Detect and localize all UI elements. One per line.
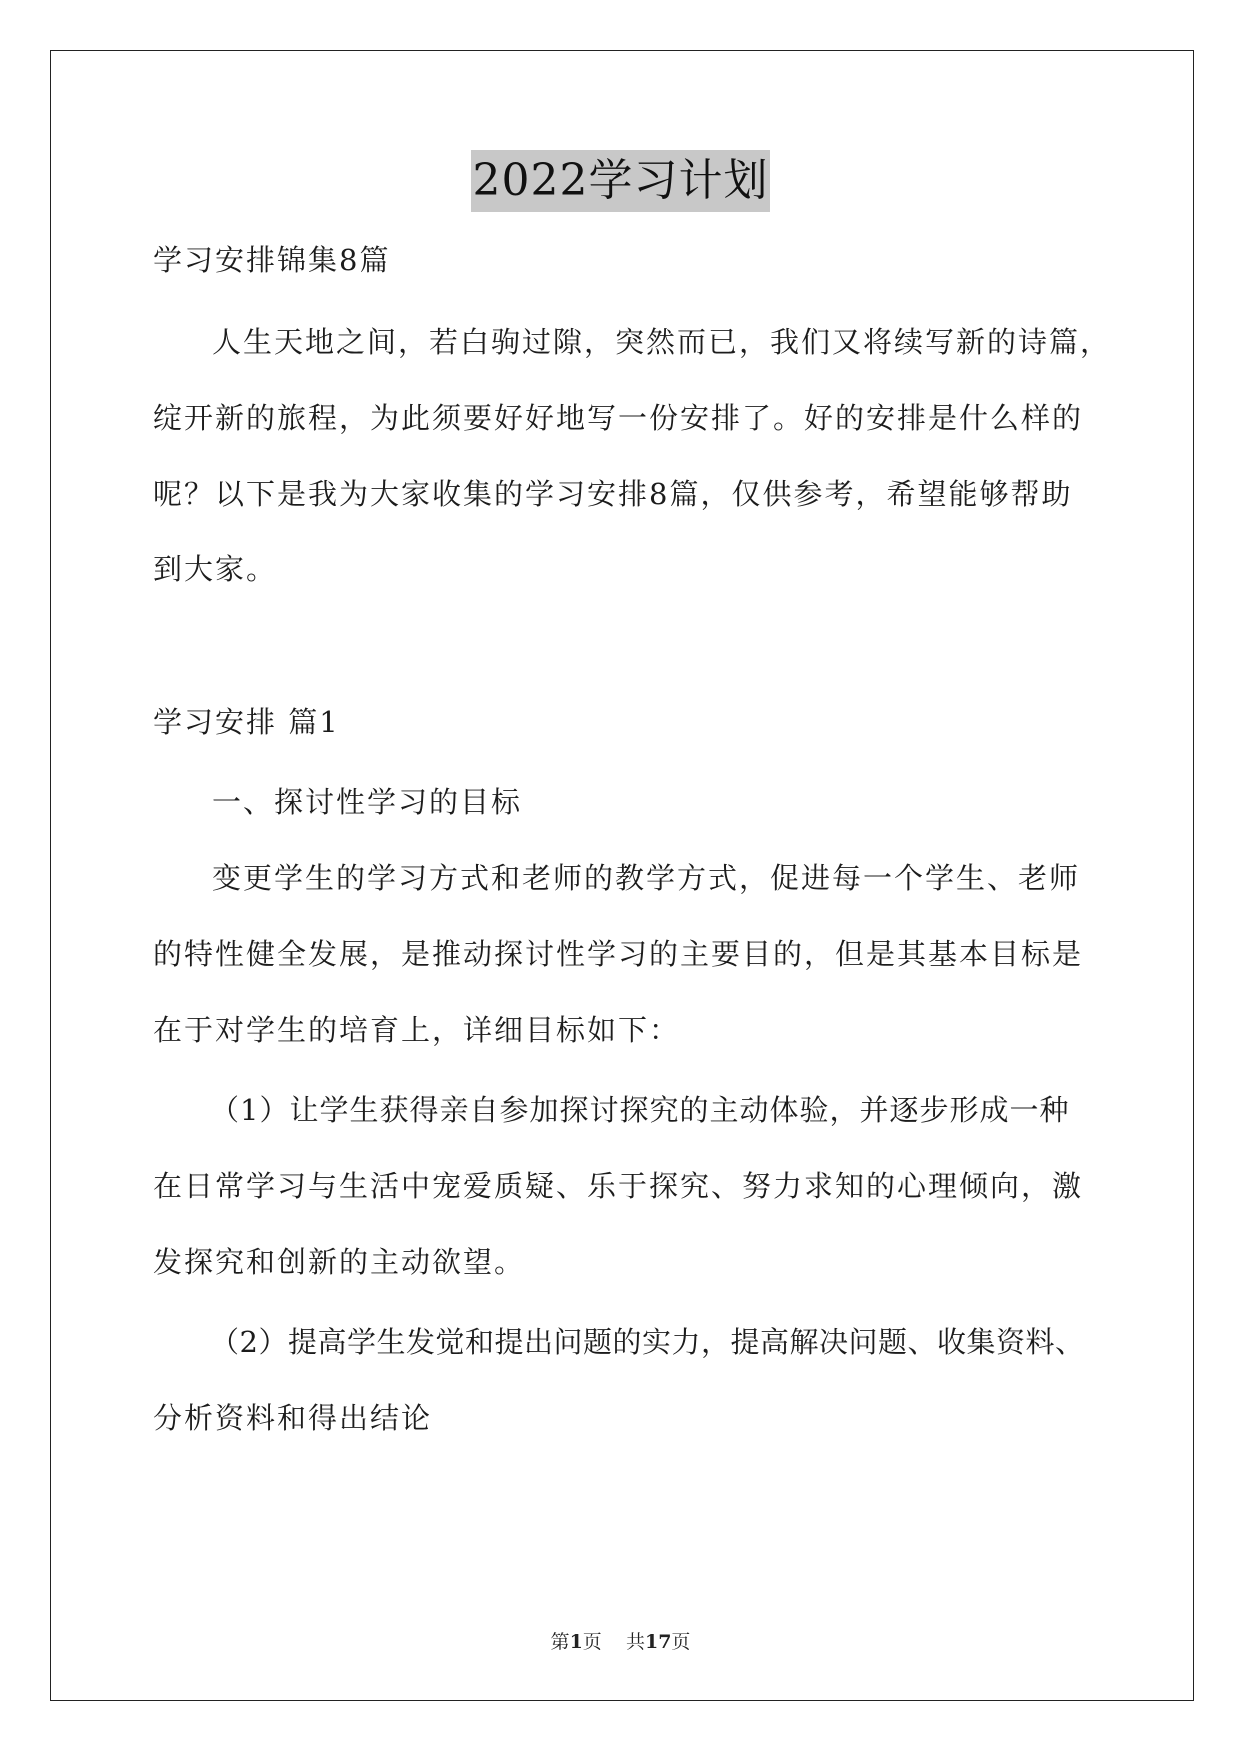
page-footer: [0, 1630, 1241, 1654]
item1-line-1: （1）让学生获得亲自参加探讨探究的主动体验，并逐步形成一种: [210, 1093, 1070, 1127]
title-container: [0, 150, 1241, 212]
subtitle: 学习安排锦集8篇: [153, 243, 391, 277]
para1-line-1: 变更学生的学习方式和老师的教学方式，促进每一个学生、老师: [212, 861, 1081, 895]
page-title: 2022学习计划: [471, 150, 771, 212]
intro-line-4: 到大家。: [153, 552, 278, 586]
footer-total-pages: 17: [644, 1631, 672, 1653]
footer-page-number: 1: [569, 1631, 583, 1653]
intro-line-2: 绽开新的旅程，为此须要好好地写一份安排了。好的安排是什么样的: [153, 401, 1084, 435]
item2-line-2: 分析资料和得出结论: [153, 1401, 433, 1435]
para1-line-2: 的特性健全发展，是推动探讨性学习的主要目的，但是其基本目标是: [153, 937, 1084, 971]
section-subheading: 一、探讨性学习的目标: [212, 785, 523, 819]
intro-line-3: 呢？以下是我为大家收集的学习安排8篇，仅供参考，希望能够帮助: [153, 477, 1073, 511]
footer-suffix: 页: [671, 1631, 691, 1653]
footer-prefix: 第: [550, 1631, 570, 1653]
item2-line-1: （2）提高学生发觉和提出问题的实力，提高解决问题、收集资料、: [210, 1325, 1085, 1359]
item1-line-3: 发探究和创新的主动欲望。: [153, 1245, 526, 1279]
para1-line-3: 在于对学生的培育上，详细目标如下：: [153, 1013, 681, 1047]
item1-line-2: 在日常学习与生活中宠爱质疑、乐于探究、努力求知的心理倾向，激: [153, 1169, 1084, 1203]
intro-line-1: 人生天地之间，若白驹过隙，突然而已，我们又将续写新的诗篇，: [212, 325, 1112, 359]
footer-mid: 页 共: [582, 1631, 645, 1653]
section-heading: 学习安排 篇1: [153, 705, 340, 739]
